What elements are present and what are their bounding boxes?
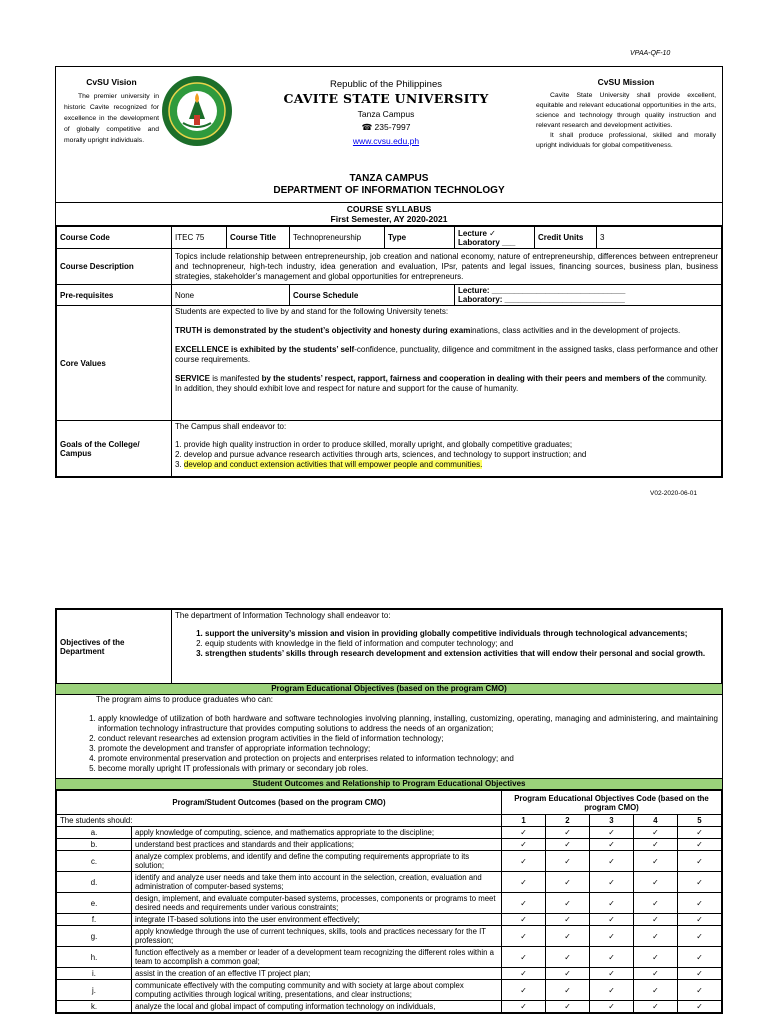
check-icon: ✓ [677,851,721,872]
core-values-closing: In addition, they should exhibit love and respect for nature and support for the cause of humanity. [175,384,519,393]
outcome-text: analyze complex problems, and identify and define the computing requirements appropriate to its solution; [132,851,502,872]
outcome-row [57,968,722,980]
check-icon: ✓ [502,893,546,914]
check-icon: ✓ [589,827,633,839]
service-rest: community. [664,374,707,383]
outcome-letter: d. [57,872,132,893]
check-icon: ✓ [589,839,633,851]
goals-row [57,421,722,477]
check-icon: ✓ [545,827,589,839]
check-icon: ✓ [589,980,633,1001]
check-icon: ✓ [589,947,633,968]
objective-item: 2. equip students with knowledge in the field of information and computer technology; and [205,639,718,649]
check-icon: ✓ [545,839,589,851]
outcome-row [57,872,722,893]
peo-list [96,714,718,774]
objectives-table [56,609,722,684]
outcomes-header-row [57,791,722,815]
outcome-row [57,914,722,926]
truth-head: TRUTH is demonstrated by the student’s objectivity and honesty during exam [175,326,471,335]
core-values-text [172,306,722,421]
vision-block [64,77,159,146]
course-schedule-label: Course Schedule [290,285,455,306]
objectives-row [57,610,722,684]
truth-rest: inations, class activities and in the development of projects. [470,326,681,335]
course-row [57,227,722,249]
outcome-letter: h. [57,947,132,968]
peo-item: 3. promote the development and transfer of appropriate information technology; [98,744,718,754]
outcome-text: identify and analyze user needs and take them into account in the selection, creation, evaluation and administration of computer-based systems; [132,872,502,893]
check-icon: ✓ [545,851,589,872]
campus-title: TANZA CAMPUS [349,173,429,184]
core-values-label: Core Values [57,306,172,421]
objectives-text [172,610,722,684]
outcome-text: function effectively as a member or leader of a development team recognizing the different roles within a team to accomplish a common goal; [132,947,502,968]
check-icon: ✓ [677,980,721,1001]
check-icon: ✓ [677,893,721,914]
outcome-row [57,851,722,872]
peo-intro: The program aims to produce graduates who can: [96,695,273,704]
outcomes-table [56,790,722,1013]
outcome-text: communicate effectively with the computing community and with society at large about complex computing activities through logical writing, presentations, and clear instructions; [132,980,502,1001]
check-icon: ✓ [502,968,546,980]
credit-units-value: 3 [597,227,722,249]
department-title: DEPARTMENT OF INFORMATION TECHNOLOGY [273,185,505,196]
outcome-letter: f. [57,914,132,926]
check-icon: ✓ [589,968,633,980]
website-link[interactable]: www.cvsu.edu.ph [352,136,420,146]
check-icon: ✓ [502,839,546,851]
check-icon: ✓ [633,914,677,926]
check-icon: ✓ [677,872,721,893]
prereq-row [57,285,722,306]
check-icon: ✓ [545,947,589,968]
core-values-row [57,306,722,421]
mission-block [536,77,716,151]
outcome-letter: a. [57,827,132,839]
type-label: Type [385,227,455,249]
outcome-text: apply knowledge of computing, science, and mathematics appropriate to the discipline; [132,827,502,839]
check-icon: ✓ [502,851,546,872]
university-title-block [251,79,521,146]
department-heading [56,173,722,197]
peo-item: 4. promote environmental preservation and protection on projects and enterprises related to information technology; and [98,754,718,764]
course-title-label: Course Title [227,227,290,249]
check-icon: ✓ [545,1001,589,1013]
check-icon: ✓ [589,872,633,893]
check-icon: ✓ [677,968,721,980]
check-icon: ✓ [502,1001,546,1013]
check-icon: ✓ [633,980,677,1001]
outcome-text: design, implement, and evaluate computer-based systems, processes, components or programs to meet desired needs and requirements under various constraints; [132,893,502,914]
check-icon: ✓ [502,980,546,1001]
course-title-value: Technopreneurship [290,227,385,249]
syllabus-page-1 [55,66,723,478]
peo-section [56,695,722,778]
peo-code: 4 [633,815,677,827]
objective-item: 3. strengthen students’ skills through research development and extension activities that will endow their personal and social growth. [205,649,718,659]
course-info-table [56,226,722,477]
goals-label: Goals of the College/ Campus [57,421,172,477]
check-icon: ✓ [677,1001,721,1013]
check-icon: ✓ [633,926,677,947]
check-icon: ✓ [502,914,546,926]
outcome-row [57,839,722,851]
outcome-letter: b. [57,839,132,851]
check-icon: ✓ [677,827,721,839]
service-mid: is manifested [209,374,262,383]
version-code: V02-2020-06-01 [650,490,697,497]
check-icon: ✓ [545,968,589,980]
syllabus-page-2 [55,608,723,1014]
mission-text-2: It shall produce professional, skilled and morally upright individuals for global competitiveness. [536,132,716,149]
check-icon: ✓ [589,851,633,872]
type-value [455,227,535,249]
prerequisites-label: Pre-requisites [57,285,172,306]
check-icon: ✓ [545,872,589,893]
schedule-lecture: Lecture: ______________________________ [458,286,626,295]
outcome-letter: j. [57,980,132,1001]
objectives-label: Objectives of the Department [57,610,172,684]
mission-title: CvSU Mission [597,77,655,87]
check-icon: ✓ [633,827,677,839]
goal-item-1: 1. provide high quality instruction in order to produce skilled, morally upright, and globally competitive graduates; [175,440,573,449]
check-icon: ✓ [633,947,677,968]
check-icon: ✓ [677,839,721,851]
check-icon: ✓ [545,893,589,914]
outcomes-title: Student Outcomes and Relationship to Program Educational Objectives [56,778,722,790]
vision-title: CvSU Vision [86,77,137,87]
phone-number: ☎ 235-7997 [361,122,411,132]
course-code-value: ITEC 75 [172,227,227,249]
check-icon: ✓ [545,926,589,947]
check-icon: ✓ [502,947,546,968]
goals-intro: The Campus shall endeavor to: [175,422,287,431]
goal-item-3-number: 3. [175,460,184,469]
outcomes-lead: The students should: [57,815,502,827]
objective-item: 1. support the university’s mission and vision in providing globally competitive individuals through technological advancements; [205,629,718,639]
peo-code-header: Program Educational Objectives Code (based on the program CMO) [502,791,722,815]
goals-text [172,421,722,477]
check-icon: ✓ [633,968,677,980]
peo-code: 3 [589,815,633,827]
check-icon: ✓ [502,827,546,839]
objectives-list [175,629,718,659]
goal-item-3 [175,460,718,470]
form-code: VPAA-QF-10 [630,50,671,57]
service-bold: by the students’ respect, rapport, fairness and cooperation in dealing with their peers and members of the [261,374,665,383]
outcome-text: apply knowledge through the use of current techniques, skills, tools and practices necessary for the IT profession; [132,926,502,947]
outcome-row [57,893,722,914]
service-head: SERVICE [175,374,210,383]
prerequisites-value: None [172,285,290,306]
check-icon: ✓ [633,851,677,872]
outcome-text: assist in the creation of an effective IT project plan; [132,968,502,980]
peo-code: 2 [545,815,589,827]
check-icon: ✓ [677,926,721,947]
outcome-row [57,947,722,968]
schedule-laboratory: Laboratory: ___________________________ [458,295,625,304]
outcome-row [57,1001,722,1013]
outcome-letter: g. [57,926,132,947]
outcome-letter: k. [57,1001,132,1013]
check-icon: ✓ [589,926,633,947]
goal-item-2: 2. develop and pursue advance research activities through arts, sciences, and technology to support instruction; and [175,450,587,459]
outcome-row [57,827,722,839]
university-seal-icon [161,75,233,147]
vision-text: The premier university in historic Cavite recognized for excellence in the development of globally competitive and morally upright individuals. [64,93,159,144]
check-icon: ✓ [589,893,633,914]
excellence-rest: -confidence, punctuality, diligence and commitment in the assigned tasks, class performance and other course requirements. [175,345,718,364]
peo-item: 5. become morally upright IT professionals with primary or secondary job roles. [98,764,718,774]
description-row [57,249,722,285]
check-icon: ✓ [502,872,546,893]
outcome-text: understand best practices and standards and their applications; [132,839,502,851]
credit-units-label: Credit Units [535,227,597,249]
check-icon: ✓ [589,914,633,926]
excellence-head: EXCELLENCE is exhibited by the students’ self [175,345,355,354]
university-name: CAVITE STATE UNIVERSITY [283,91,489,106]
check-icon: ✓ [633,839,677,851]
truth-paragraph [175,326,718,336]
check-icon: ✓ [589,1001,633,1013]
check-icon: ✓ [677,914,721,926]
check-icon: ✓ [633,872,677,893]
peo-item: 1. apply knowledge of utilization of both hardware and software technologies involving planning, installing, customizing, operating, managing and administering, and maintaining information technology infrastructure that provides computing solutions to address the needs of an organization; [98,714,718,734]
check-icon: ✓ [502,926,546,947]
outcome-row [57,926,722,947]
peo-code: 1 [502,815,546,827]
course-description-text: Topics include relationship between entrepreneurship, job creation and national economy, nature of entrepreneurship, differences between entrepreneur and technopreneur, high-tech industry, idea generation and evaluation, IPsr, patents and legal issues, financing sources, business plan, business strategies, stakeholder’s management and global opportunities for entrepreneurs. [172,249,722,285]
lecture-check: Lecture ✓ [458,228,496,238]
mission-text-1: Cavite State University shall provide excellent, equitable and relevant educational opportunities in the arts, science and technology through quality instruction and relevant research and development activities. [536,92,716,129]
outcome-text: integrate IT-based solutions into the user environment effectively; [132,914,502,926]
outcome-letter: i. [57,968,132,980]
course-schedule-value [455,285,722,306]
outcome-rows [57,827,722,1013]
outcome-row [57,980,722,1001]
campus-name: Tanza Campus [357,109,415,119]
goal-item-3-text: develop and conduct extension activities that will empower people and communities. [183,460,483,469]
peo-title: Program Educational Objectives (based on the program CMO) [56,684,722,695]
outcome-letter: e. [57,893,132,914]
republic-label: Republic of the Philippines [330,79,442,90]
outcomes-column-header: Program/Student Outcomes (based on the program CMO) [57,791,502,815]
excellence-paragraph [175,345,718,365]
peo-item: 2. conduct relevant researches ad extension program activities in the field of information technology; [98,734,718,744]
objectives-intro: The department of Information Technology shall endeavor to: [175,611,391,620]
university-header [56,67,722,203]
syllabus-heading [56,203,722,226]
outcome-text: analyze the local and global impact of computing information technology on individuals, [132,1001,502,1013]
syllabus-title: COURSE SYLLABUS [346,204,432,214]
semester-label: First Semester, AY 2020-2021 [330,214,448,224]
laboratory-check: Laboratory ___ [458,237,516,247]
peo-code: 5 [677,815,721,827]
check-icon: ✓ [545,980,589,1001]
check-icon: ✓ [677,947,721,968]
service-paragraph [175,374,718,384]
check-icon: ✓ [633,893,677,914]
course-code-label: Course Code [57,227,172,249]
course-description-label: Course Description [57,249,172,285]
core-values-intro: Students are expected to live by and stand for the following University tenets: [175,307,449,316]
outcome-letter: c. [57,851,132,872]
outcomes-codes-row [57,815,722,827]
check-icon: ✓ [633,1001,677,1013]
check-icon: ✓ [545,914,589,926]
